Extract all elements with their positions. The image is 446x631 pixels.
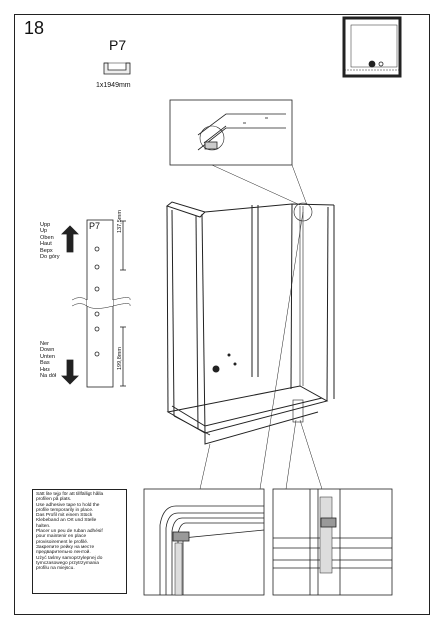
part-code: P7 [109, 37, 127, 53]
up-direction-labels [40, 222, 60, 260]
note-line: provisoirement le profilé. [36, 539, 89, 545]
up-label: Do góry [40, 254, 60, 261]
zoom-detail-top [170, 100, 307, 205]
down-label: Bas [40, 360, 50, 367]
note-line: pour maintenir en place [36, 534, 87, 540]
arrow-down-icon [62, 360, 78, 384]
note-line: profilu na miejscu. [36, 566, 75, 572]
note-line: предварительно лентой. [36, 550, 91, 556]
profile-code-label: P7 [89, 221, 101, 231]
zoom-detail-corner [144, 489, 264, 595]
up-label: Up [40, 228, 48, 235]
arrow-up-icon [62, 226, 78, 252]
step-number: 18 [24, 18, 45, 38]
note-line: Placer un peu de ruban adhésif [36, 529, 103, 535]
dimension-top: 137,5mm [117, 210, 123, 233]
note-line: Das Profil mit einem Stück [36, 513, 93, 519]
part-quantity: 1x1949mm [96, 82, 131, 89]
shower-enclosure [167, 202, 334, 444]
down-label: Down [40, 347, 55, 354]
down-label: Низ [40, 366, 50, 373]
dimension-bottom: 199,8mm [117, 347, 123, 370]
note-line: Użyć taśmy samoprzylepnej do [36, 555, 103, 561]
down-direction-labels [40, 341, 56, 379]
note-line: Klebeband an Ort und Stelle [36, 518, 97, 524]
top-view-thumbnail [344, 18, 400, 76]
note-line: Закрепите рейку на месте [36, 544, 95, 550]
profile-p7-icon [104, 63, 130, 74]
down-label: Na dół [40, 373, 57, 380]
note-line: profile temporarily in place. [36, 507, 94, 513]
up-label: Oben [40, 234, 54, 241]
note-line: halten. [36, 523, 51, 529]
note-line: profilen på plats. [36, 497, 72, 503]
note-line: Sätt lite tejp för att tillfälligt hålla [36, 492, 104, 497]
note-line: tymczasowego przytrzymania [36, 560, 99, 566]
up-label: Upp [40, 222, 51, 228]
down-label: Ner [40, 341, 50, 347]
up-label: Haut [40, 241, 52, 248]
zoom-detail-base [273, 489, 392, 595]
note-line: Use adhesive tape to hold the [36, 502, 100, 508]
instruction-note [32, 489, 127, 594]
down-label: Unten [40, 353, 55, 360]
up-label: Верх [40, 247, 53, 254]
